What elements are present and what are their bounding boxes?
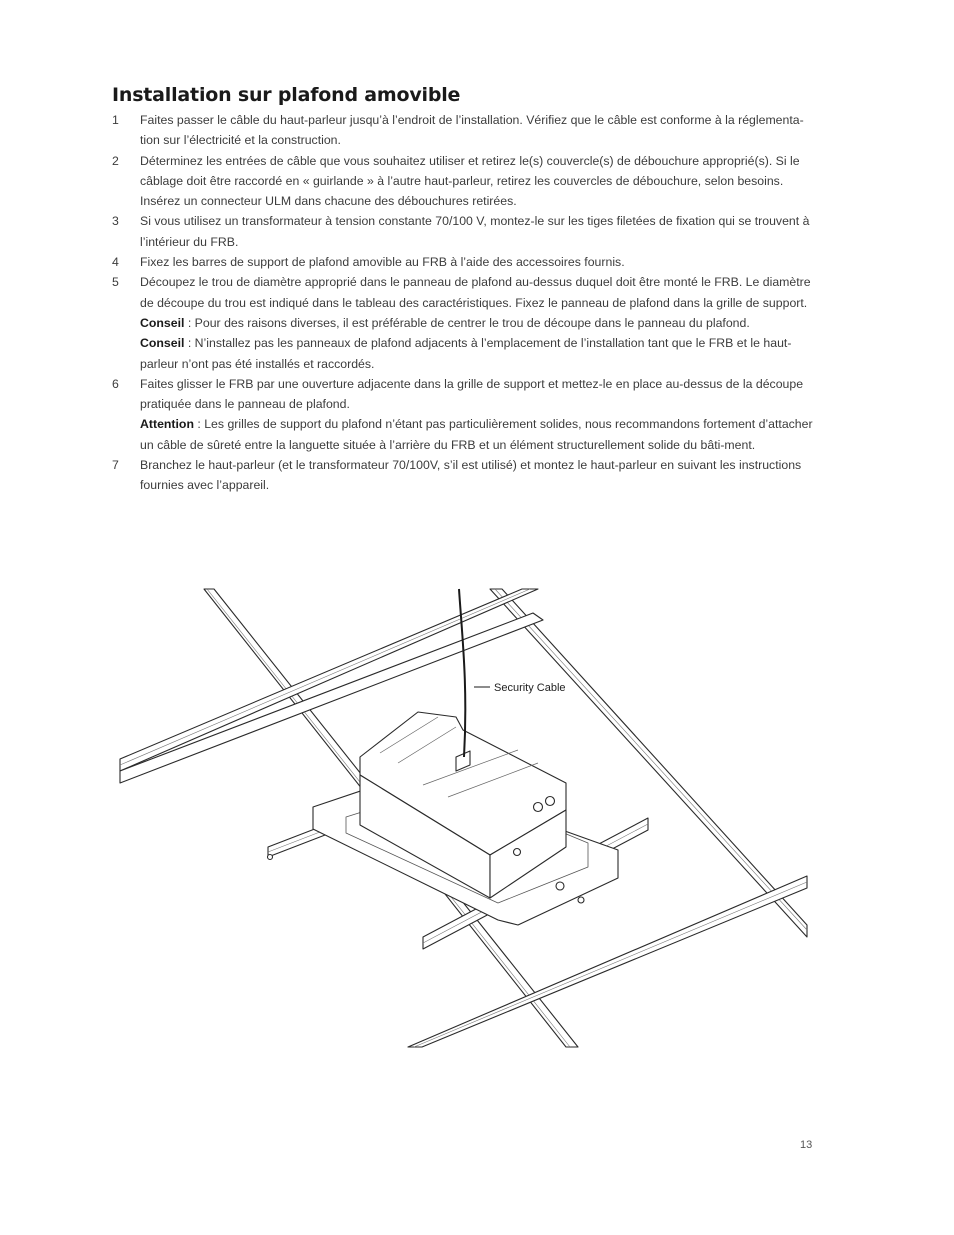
step-4	[112, 252, 816, 272]
step-note	[140, 313, 816, 333]
paragraph-text: Déterminez les entrées de câble que vous souhaitez utiliser et retirez le(s) couvercle(s) de débouchure approprié(s). Si le câblage doit être raccordé en « guirlande » à l’autre haut-parleur, retirez les couvercles de débouchure, selon besoins. Insérez un connecteur ULM dans chacune des débouchures retirées.	[140, 153, 800, 209]
step-text	[140, 455, 816, 496]
paragraph-text: : Pour des raisons diverses, il est préférable de centrer le trou de découpe dans le panneau du plafond.	[184, 315, 750, 330]
step-number: 5	[112, 275, 119, 290]
step-number: 3	[112, 214, 119, 229]
step-text	[140, 151, 816, 212]
paragraph-text: Découpez le trou de diamètre approprié dans le panneau de plafond au-dessus duquel doit être monté le FRB. Le diamètre de découpe du trou est indiqué dans le tableau des caractéristiques. Fixez le panneau de plafond dans la grille de support.	[140, 275, 811, 310]
step-text	[140, 110, 816, 151]
step-text	[140, 252, 816, 272]
mounting-screw	[556, 882, 564, 890]
step-number: 1	[112, 113, 119, 127]
step-6	[112, 374, 816, 455]
ceiling-grid-drawing	[118, 585, 810, 1050]
step-number: 7	[112, 458, 119, 473]
mounting-screw	[514, 849, 521, 856]
paragraph-text: Faites passer le câble du haut-parleur jusqu’à l’endroit de l’installation. Vérifiez que le câble est conforme à la réglementa-tion sur l’électricité et la construction.	[140, 113, 804, 148]
security-cable-label: Security Cable	[494, 682, 566, 694]
note-label: Attention	[140, 417, 194, 432]
step-5	[112, 272, 816, 373]
step-note	[140, 414, 816, 455]
mounting-screw	[268, 855, 273, 860]
paragraph-text: Si vous utilisez un transformateur à tension constante 70/100 V, montez-le sur les tiges filetées de fixation qui se trouvent à l’intérieur du FRB.	[140, 214, 810, 249]
note-label: Conseil	[140, 315, 185, 330]
step-number: 4	[112, 255, 119, 270]
step-number: 2	[112, 153, 119, 168]
step-7	[112, 455, 816, 496]
paragraph-text: Branchez le haut-parleur (et le transformateur 70/100V, s’il est utilisé) et montez le haut-parleur en suivant les instructions fournies avec l’appareil.	[140, 458, 802, 493]
paragraph-text: Faites glisser le FRB par une ouverture adjacente dans la grille de support et mettez-le en place au-dessus de la découpe pratiquée dans le panneau de plafond.	[140, 376, 804, 412]
paragraph-text: : Les grilles de support du plafond n’étant pas particulièrement solides, nous recommandons fortement d’attacher un câble de sûreté entre la languette située à l’arrière du FRB et un élément structurellement solide du bâti-ment.	[140, 417, 813, 452]
step-text	[140, 272, 816, 313]
step-text	[140, 211, 816, 252]
page-number: 13	[800, 1139, 813, 1151]
step-2	[112, 151, 816, 212]
step-1	[112, 110, 816, 151]
section-title: Installation sur plafond amovible	[112, 84, 461, 106]
mounting-screw	[578, 897, 584, 903]
knockout-hole	[546, 797, 555, 806]
step-number: 6	[112, 376, 119, 391]
installation-illustration	[118, 585, 810, 1050]
step-note	[140, 333, 816, 374]
installation-steps	[112, 110, 816, 496]
step-3	[112, 211, 816, 252]
paragraph-text: Fixez les barres de support de plafond amovible au FRB à l’aide des accessoires fournis.	[140, 255, 625, 270]
paragraph-text: : N’installez pas les panneaux de plafond adjacents à l’emplacement de l’installation tant que le FRB et le haut-parleur n’ont pas été installés et raccordés.	[140, 336, 792, 371]
note-label: Conseil	[140, 336, 185, 351]
knockout-hole	[534, 803, 543, 812]
step-text	[140, 374, 816, 415]
